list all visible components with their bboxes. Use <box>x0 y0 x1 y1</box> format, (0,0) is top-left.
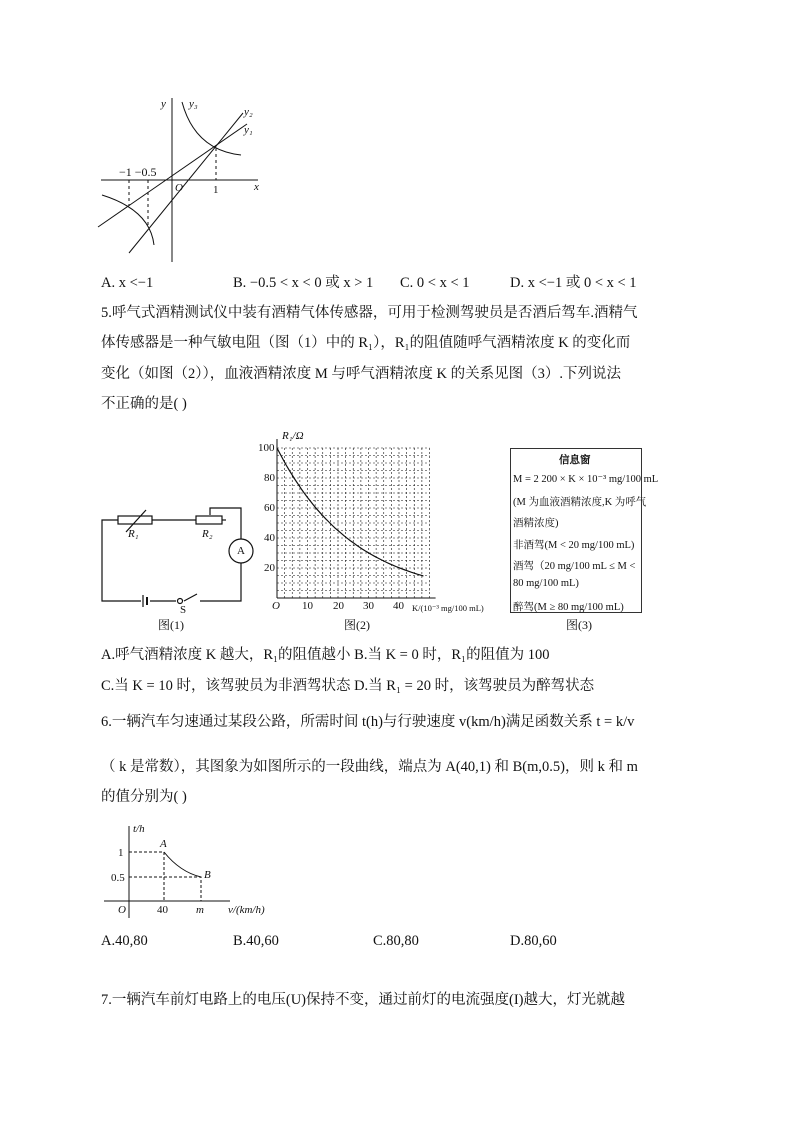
wires <box>102 508 241 601</box>
chart-xlabel: K/(10⁻³ mg/100 mL) <box>412 603 484 613</box>
label-r1: R₁ <box>128 528 139 540</box>
xtick: 10 <box>302 600 313 612</box>
q5-option-cd: C.当 K = 10 时，该驾驶员为非酒驾状态 D.当 R₁ = 20 时，该驾驶员为醉驾状态 <box>101 678 595 694</box>
xtick: O <box>272 600 280 612</box>
info-window <box>510 448 659 613</box>
label-m: m <box>196 904 204 916</box>
option-b: B.40,60 <box>233 933 279 949</box>
label-neg: −1 −0.5 <box>119 165 157 179</box>
q7-line: 7.一辆汽车前灯电路上的电压(U)保持不变，通过前灯的电流强度(I)越大，灯光就越 <box>101 992 625 1008</box>
label-ammeter: A <box>237 545 245 557</box>
xtick: 20 <box>333 600 344 612</box>
option-a: A. x <−1 <box>101 275 154 291</box>
resistance-curve <box>277 448 423 576</box>
label-y3: y₃ <box>189 98 198 110</box>
info-line: M = 2 200 × K × 10⁻³ mg/100 mL <box>513 474 659 485</box>
label-one: 1 <box>118 847 124 859</box>
info-line: 醉驾(M ≥ 80 mg/100 mL) <box>513 602 624 613</box>
switch <box>178 599 183 604</box>
ytick: 40 <box>264 532 275 544</box>
ytick: 20 <box>264 562 275 574</box>
label-b: B <box>204 869 211 881</box>
q5-line: 变化（如图（2）），血液酒精浓度 M 与呼气酒精浓度 K 的关系见图（3）.下列说法 <box>101 366 621 382</box>
guide-lines <box>129 852 201 901</box>
info-line: 80 mg/100 mL) <box>513 578 579 589</box>
ytick: 100 <box>258 442 275 454</box>
label-origin: O <box>175 182 183 194</box>
q5-option-ab: A.呼气酒精浓度 K 越大，R₁的阻值越小 B.当 K = 0 时，R₁的阻值为 100 <box>101 647 550 663</box>
label-switch: S <box>180 604 187 616</box>
label-origin: O <box>118 904 126 916</box>
label-r2: R₂ <box>202 528 213 540</box>
label-t: t/h <box>133 823 145 835</box>
caption-fig2: 图(2) <box>344 618 370 632</box>
q6-line: 的值分别为( ) <box>101 789 187 805</box>
info-line: (M 为血液酒精浓度,K 为呼气 <box>513 497 647 508</box>
label-y1: y₁ <box>244 124 253 136</box>
q4-graph <box>98 98 258 262</box>
caption-fig1: 图(1) <box>158 618 184 632</box>
label-v: v/(km/h) <box>228 904 265 916</box>
caption-fig3: 图(3) <box>566 618 592 632</box>
option-c: C. 0 < x < 1 <box>400 275 470 291</box>
curve-ab <box>164 852 201 877</box>
xtick: 30 <box>363 600 374 612</box>
label-forty: 40 <box>157 904 168 916</box>
option-d: D.80,60 <box>510 933 557 949</box>
line-y2 <box>129 113 243 253</box>
label-a: A <box>160 838 167 850</box>
curve-y3-lower <box>102 195 154 245</box>
resistor-r2 <box>196 516 222 524</box>
resistance-chart <box>277 439 436 598</box>
info-line: 非酒驾(M < 20 mg/100 mL) <box>513 540 635 551</box>
q6-line: （ k 是常数），其图象为如图所示的一段曲线，端点为 A(40,1) 和 B(m,0.5)，则 k 和 m <box>101 759 638 775</box>
info-line: 酒精浓度) <box>513 518 559 529</box>
label-one: 1 <box>213 184 219 196</box>
circuit-diagram <box>102 508 253 607</box>
q5-line: 体传感器是一种气敏电阻（图（1）中的 R₁），R₁的阻值随呼气酒精浓度 K 的变化而 <box>101 335 631 351</box>
ytick: 60 <box>264 502 275 514</box>
ytick: 80 <box>264 472 275 484</box>
q5-line: 不正确的是( ) <box>101 396 187 412</box>
chart-ylabel: R₁/Ω <box>282 430 304 442</box>
option-a: A.40,80 <box>101 933 148 949</box>
label-y2: y₂ <box>244 106 253 118</box>
label-half: 0.5 <box>111 872 125 884</box>
info-title: 信息窗 <box>559 455 591 466</box>
option-d: D. x <−1 或 0 < x < 1 <box>510 275 637 291</box>
q6-line: 6.一辆汽车匀速通过某段公路，所需时间 t(h)与行驶速度 v(km/h)满足函数关系 t = k/v <box>101 714 635 730</box>
option-b: B. −0.5 < x < 0 或 x > 1 <box>233 275 374 291</box>
q5-line: 5.呼气式酒精测试仪中装有酒精气体传感器，可用于检测驾驶员是否酒后驾车.酒精气 <box>101 305 638 321</box>
option-c: C.80,80 <box>373 933 419 949</box>
xtick: 40 <box>393 600 404 612</box>
info-line: 酒驾（20 mg/100 mL ≤ M < <box>513 561 636 572</box>
label-y: y <box>161 98 166 110</box>
label-x: x <box>254 181 259 193</box>
